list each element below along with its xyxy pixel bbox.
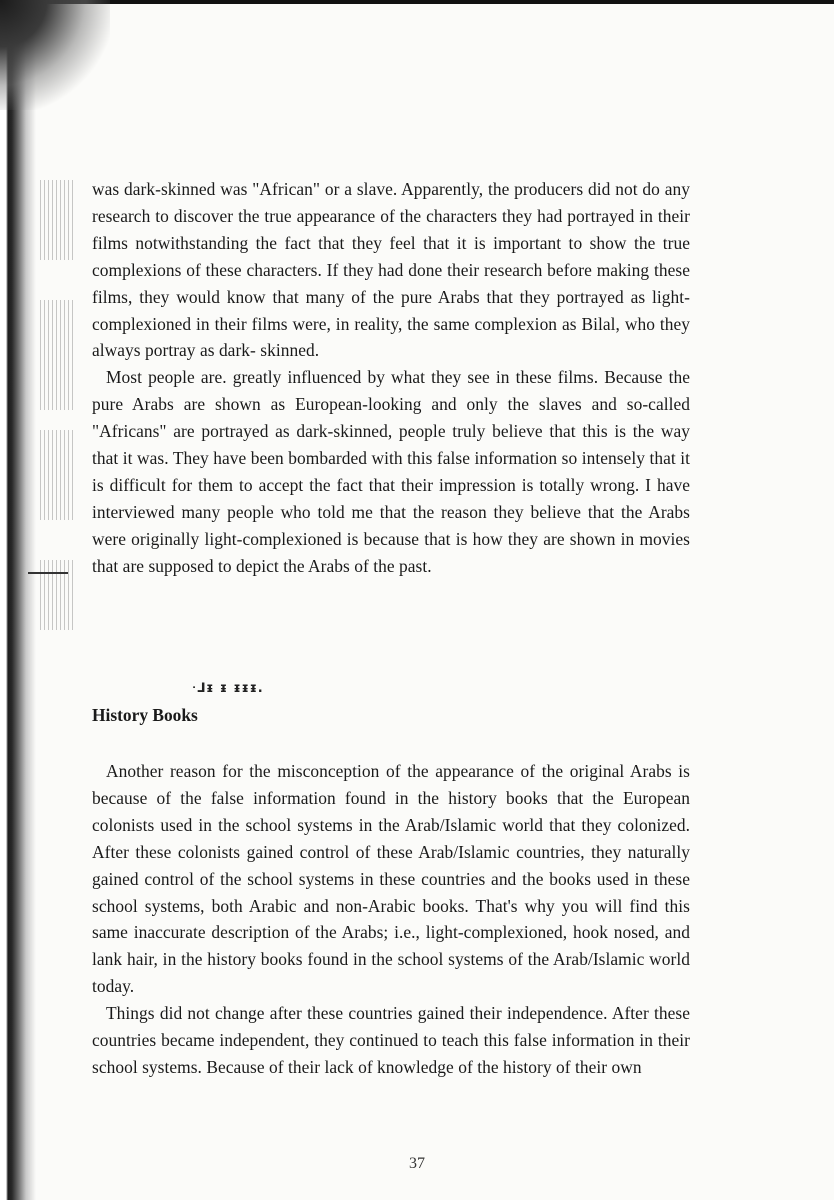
scan-noise [40, 430, 74, 520]
paragraph-2: Most people are. greatly influenced by what they see in these films. Because the pure Arabs are shown as European-looking and only the slaves and so-called "Africans" are portrayed as dark-skinned, people truly believe that this is the way that it was. They have been bombarded with this false information so intensely that it is difficult for them to accept the fact that their impression is totally wrong. I have interviewed many people who told me that the reason they believe that the Arabs were originally light-complexioned is because that is how they are shown in movies that are supposed to depict the Arabs of the past. [92, 367, 690, 576]
paragraph-4: Things did not change after these countries gained their independence. After these countries became independent, they continued to teach this false information in their school systems. Because of their lack of knowledge of the history of their own [92, 1003, 690, 1077]
handwritten-annotation: ᐧ⅃ᵻ ᵻ ᵻᵻᵻ. [192, 681, 264, 696]
paragraph-3: Another reason for the misconception of the appearance of the original Arabs is because of the false information found in the history books that the European colonists used in the school systems in the Arab/Islamic world that they colonized. After these colonists gained control of these Arab/Islamic countries, they naturally gained control of the school systems in these countries and the books used in these school systems, both Arabic and non-Arabic books. That's why you will find this same inaccurate description of the Arabs; i.e., light-complexioned, hook nosed, and lank hair, in the history books found in the school systems of the Arab/Islamic world today. [92, 761, 690, 997]
scan-noise [40, 180, 74, 260]
scan-noise [40, 300, 74, 410]
book-spine-shadow [0, 0, 36, 1200]
scan-mark [28, 572, 68, 574]
scan-noise [40, 560, 74, 630]
top-scan-border [0, 0, 834, 4]
paragraph-1: was dark-skinned was "African" or a slave. Apparently, the producers did not do any research to discover the true appearance of the characters they had portrayed in their films notwithstanding the fact that they feel that it is important to show the true complexions of these characters. If they had done their research before making these films, they would know that many of the pure Arabs that they portrayed as light-complexioned in their films were, in reality, the same complexion as Bilal, who they always portray as dark- skinned. [92, 179, 690, 361]
body-text-top [92, 176, 690, 580]
corner-shadow [0, 0, 110, 110]
body-text-bottom [92, 758, 690, 1081]
page-number: 37 [409, 1155, 425, 1172]
section-heading: History Books [92, 705, 198, 725]
